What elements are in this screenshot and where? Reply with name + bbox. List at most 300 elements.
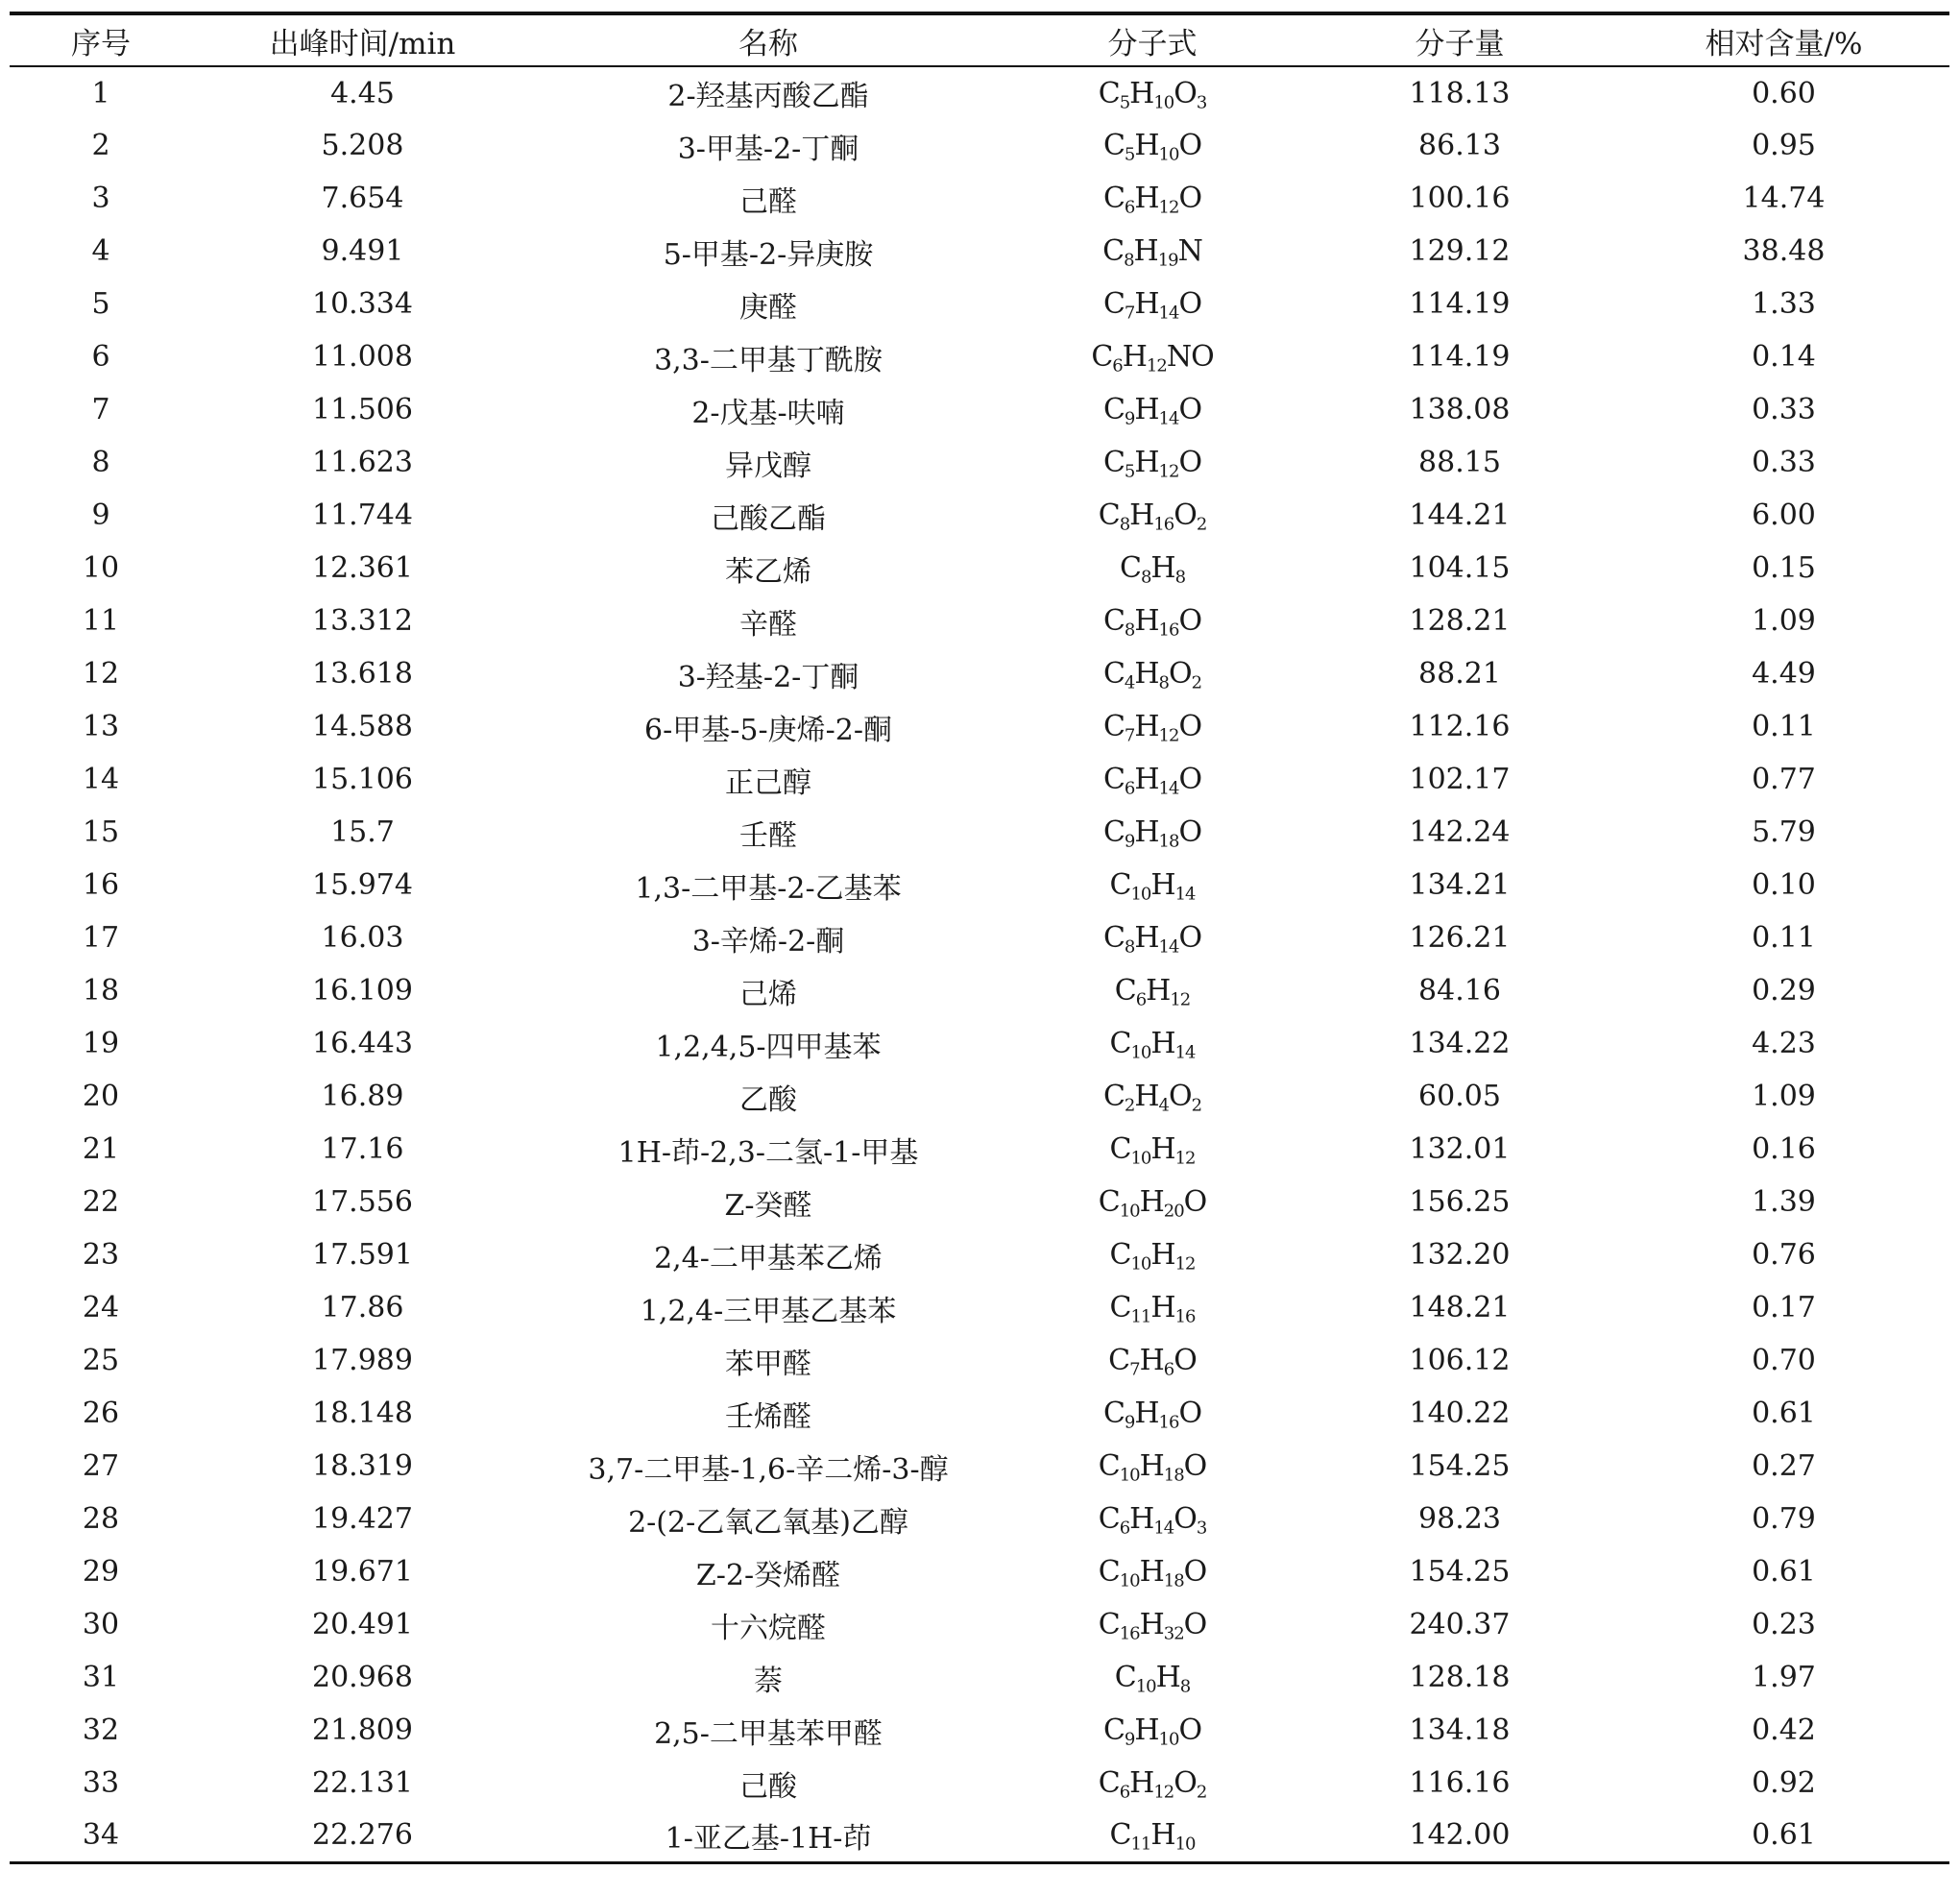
table-row xyxy=(10,1176,1949,1228)
formula-element: O xyxy=(1178,604,1202,638)
cell-relative-content: 0.10 xyxy=(1752,868,1816,902)
formula-element: H xyxy=(1150,868,1175,902)
cell-relative-content: 1.09 xyxy=(1752,1080,1816,1113)
table-row xyxy=(10,119,1949,172)
header-index: 序号 xyxy=(10,13,192,66)
cell-name: 5-甲基-2-异庚胺 xyxy=(663,237,874,272)
formula-element: O xyxy=(1178,182,1202,215)
formula-element: H xyxy=(1134,1080,1159,1113)
formula-element: C xyxy=(1102,763,1125,796)
cell-relative-content: 1.33 xyxy=(1752,287,1816,321)
table-row xyxy=(10,1598,1949,1651)
formula-subscript: 14 xyxy=(1174,884,1196,905)
formula-element: O xyxy=(1183,1449,1207,1483)
table-row xyxy=(10,595,1949,647)
formula-element: C xyxy=(1114,1661,1136,1694)
formula-element: H xyxy=(1134,921,1159,955)
formula-element: H xyxy=(1134,657,1159,691)
cell-relative-content: 0.11 xyxy=(1752,710,1816,743)
formula-subscript: 2 xyxy=(1191,672,1202,693)
cell-retention-time: 15.7 xyxy=(330,815,395,849)
formula-element: H xyxy=(1134,763,1159,796)
header-retention-time: 出峰时间/min xyxy=(192,13,533,66)
formula-element: C xyxy=(1098,498,1120,532)
table-row xyxy=(10,1070,1949,1123)
cell-name: 1,3-二甲基-2-乙基苯 xyxy=(635,871,902,906)
cell-index: 24 xyxy=(82,1291,120,1324)
cell-formula xyxy=(1004,964,1301,1017)
cell-relative-content: 0.23 xyxy=(1752,1608,1816,1641)
formula-subscript: 14 xyxy=(1153,1518,1174,1539)
formula-element: O xyxy=(1178,815,1202,849)
cell-index: 4 xyxy=(91,234,110,268)
table-row xyxy=(10,1493,1949,1545)
cell-relative-content: 0.17 xyxy=(1752,1291,1816,1324)
formula-element: C xyxy=(1109,1027,1131,1060)
cell-index: 9 xyxy=(91,498,110,532)
cell-relative-content: 0.95 xyxy=(1752,129,1816,162)
formula-element: C xyxy=(1119,551,1141,585)
cell-molecular-weight: 112.16 xyxy=(1409,710,1511,743)
cell-retention-time: 10.334 xyxy=(312,287,413,321)
cell-molecular-weight: 106.12 xyxy=(1409,1344,1511,1377)
formula-element: O xyxy=(1178,287,1202,321)
formula-element: NO xyxy=(1166,340,1214,374)
formula-subscript: 18 xyxy=(1163,1465,1184,1486)
cell-formula xyxy=(1004,330,1301,383)
cell-relative-content: 0.15 xyxy=(1752,551,1816,585)
cell-formula xyxy=(1004,1810,1301,1862)
cell-molecular-weight: 102.17 xyxy=(1409,763,1511,796)
cell-name: 壬烯醛 xyxy=(725,1399,811,1434)
cell-index: 20 xyxy=(82,1080,120,1113)
formula-element: C xyxy=(1102,393,1125,426)
formula-subscript: 10 xyxy=(1174,1834,1196,1855)
cell-index: 7 xyxy=(91,393,110,426)
cell-index: 12 xyxy=(82,657,120,691)
cell-index: 18 xyxy=(82,974,120,1008)
formula-element: C xyxy=(1098,1608,1120,1641)
formula-element: C xyxy=(1102,234,1125,268)
cell-retention-time: 5.208 xyxy=(321,129,404,162)
cell-index: 16 xyxy=(82,868,120,902)
cell-name: 苯乙烯 xyxy=(725,554,811,589)
header-relative-content: 相对含量/% xyxy=(1618,13,1949,66)
cell-index: 34 xyxy=(10,1810,192,1862)
formula-subscript: 10 xyxy=(1158,144,1179,165)
formula-subscript: 6 xyxy=(1135,989,1147,1010)
formula-subscript: 2 xyxy=(1196,1782,1207,1803)
formula-element: H xyxy=(1150,1818,1175,1853)
formula-subscript: 12 xyxy=(1174,1253,1196,1275)
formula-subscript: 9 xyxy=(1124,1729,1135,1750)
cell-retention-time: 19.427 xyxy=(312,1502,413,1536)
table-row xyxy=(10,172,1949,225)
formula-element: H xyxy=(1134,446,1159,479)
formula-subscript: 10 xyxy=(1130,1253,1151,1275)
cell-name: 己醛 xyxy=(739,184,797,219)
cell-index: 22 xyxy=(82,1185,120,1219)
formula-element: C xyxy=(1108,1344,1130,1377)
table-row xyxy=(10,964,1949,1017)
cell-index: 26 xyxy=(82,1397,120,1430)
cell-formula xyxy=(1004,1757,1301,1810)
cell-formula xyxy=(1004,1334,1301,1387)
formula-element: H xyxy=(1134,393,1159,426)
cell-name: 6-甲基-5-庚烯-2-酮 xyxy=(644,713,892,747)
cell-index: 14 xyxy=(82,763,120,796)
cell-formula xyxy=(1004,1228,1301,1281)
cell-molecular-weight: 128.21 xyxy=(1409,604,1511,638)
cell-formula xyxy=(1004,806,1301,859)
cell-molecular-weight: 114.19 xyxy=(1409,287,1511,321)
formula-subscript: 12 xyxy=(1174,1148,1196,1169)
formula-subscript: 4 xyxy=(1124,672,1135,693)
formula-element: O xyxy=(1168,1080,1192,1113)
cell-retention-time: 22.276 xyxy=(192,1810,533,1862)
cell-index: 21 xyxy=(82,1132,120,1166)
cell-retention-time: 4.45 xyxy=(330,76,395,110)
table-row xyxy=(10,753,1949,806)
cell-name: 己酸乙酯 xyxy=(711,501,826,536)
cell-retention-time: 7.654 xyxy=(321,182,404,215)
cell-index: 19 xyxy=(82,1027,120,1060)
table-row xyxy=(10,1281,1949,1334)
formula-subscript: 2 xyxy=(1124,1095,1135,1116)
formula-element: O xyxy=(1178,1713,1202,1747)
formula-element: C xyxy=(1109,868,1131,902)
cell-formula xyxy=(1004,1070,1301,1123)
formula-subscript: 8 xyxy=(1124,250,1134,271)
formula-subscript: 16 xyxy=(1158,620,1179,641)
cell-name: 3-辛烯-2-酮 xyxy=(691,924,845,959)
cell-relative-content: 0.11 xyxy=(1752,921,1816,955)
cell-formula xyxy=(1004,1493,1301,1545)
formula-element: C xyxy=(1109,1818,1131,1853)
cell-molecular-weight: 84.16 xyxy=(1418,974,1501,1008)
cell-molecular-weight: 98.23 xyxy=(1418,1502,1501,1536)
cell-retention-time: 11.008 xyxy=(312,340,413,374)
formula-element: O xyxy=(1178,129,1202,162)
cell-molecular-weight: 134.22 xyxy=(1409,1027,1511,1060)
cell-index: 23 xyxy=(82,1238,120,1272)
cell-formula xyxy=(1004,1598,1301,1651)
cell-formula xyxy=(1004,1651,1301,1704)
formula-subscript: 11 xyxy=(1130,1834,1151,1855)
cell-retention-time: 15.974 xyxy=(312,868,413,902)
formula-subscript: 16 xyxy=(1158,1412,1179,1433)
formula-element: O xyxy=(1178,1397,1202,1430)
cell-retention-time: 9.491 xyxy=(321,234,404,268)
cell-index: 15 xyxy=(82,815,120,849)
formula-subscript: 10 xyxy=(1130,1148,1151,1169)
formula-subscript: 10 xyxy=(1119,1465,1140,1486)
table-row xyxy=(10,647,1949,700)
formula-subscript: 14 xyxy=(1158,408,1179,429)
table-row xyxy=(10,1017,1949,1070)
cell-name: 2,4-二甲基苯乙烯 xyxy=(654,1241,883,1275)
cell-molecular-weight: 134.21 xyxy=(1409,868,1511,902)
cell-name: Z-癸醛 xyxy=(724,1188,812,1223)
cell-molecular-weight: 240.37 xyxy=(1409,1608,1511,1641)
formula-element: C xyxy=(1098,1449,1120,1483)
cell-formula xyxy=(1004,595,1301,647)
formula-element: O xyxy=(1183,1608,1207,1641)
formula-subscript: 6 xyxy=(1112,355,1123,377)
cell-retention-time: 13.312 xyxy=(312,604,413,638)
formula-element: H xyxy=(1129,76,1154,110)
cell-relative-content: 0.33 xyxy=(1752,393,1816,426)
cell-retention-time: 16.03 xyxy=(321,921,404,955)
cell-index: 17 xyxy=(82,921,120,955)
cell-retention-time: 16.443 xyxy=(312,1027,413,1060)
cell-formula xyxy=(1004,1176,1301,1228)
table-row xyxy=(10,489,1949,542)
cell-relative-content: 0.42 xyxy=(1752,1713,1816,1747)
formula-subscript: 9 xyxy=(1124,1412,1135,1433)
formula-element: H xyxy=(1134,182,1159,215)
table-row xyxy=(10,383,1949,436)
formula-element: O xyxy=(1174,1344,1197,1377)
formula-subscript: 2 xyxy=(1196,514,1207,535)
formula-element: H xyxy=(1155,1661,1180,1694)
cell-formula xyxy=(1004,436,1301,489)
formula-element: C xyxy=(1102,1713,1125,1747)
cell-relative-content: 0.61 xyxy=(1618,1810,1949,1862)
cell-name: Z-2-癸烯醛 xyxy=(695,1558,841,1592)
formula-element: H xyxy=(1150,1238,1175,1272)
cell-retention-time: 17.86 xyxy=(321,1291,404,1324)
cell-retention-time: 18.148 xyxy=(312,1397,413,1430)
formula-element: C xyxy=(1098,1185,1120,1219)
cell-retention-time: 17.591 xyxy=(312,1238,413,1272)
cell-index: 30 xyxy=(82,1608,120,1641)
cell-name: 异戊醇 xyxy=(725,449,811,483)
cell-relative-content: 0.79 xyxy=(1752,1502,1816,1536)
table-row xyxy=(10,1334,1949,1387)
cell-formula xyxy=(1004,1545,1301,1598)
cell-name: 辛醛 xyxy=(739,607,797,642)
formula-subscript: 14 xyxy=(1158,936,1179,958)
table-row xyxy=(10,1545,1949,1598)
formula-element: O xyxy=(1168,657,1192,691)
cell-molecular-weight: 100.16 xyxy=(1409,182,1511,215)
cell-index: 32 xyxy=(82,1713,120,1747)
formula-element: C xyxy=(1109,1238,1131,1272)
formula-element: H xyxy=(1139,1608,1164,1641)
formula-element: C xyxy=(1102,1080,1125,1113)
cell-retention-time: 17.989 xyxy=(312,1344,413,1377)
header-row xyxy=(10,13,1949,66)
compound-table-container xyxy=(10,12,1949,1864)
cell-molecular-weight: 142.00 xyxy=(1301,1810,1618,1862)
table-row xyxy=(10,436,1949,489)
cell-name: 1,2,4-三甲基乙基苯 xyxy=(640,1294,897,1328)
cell-molecular-weight: 60.05 xyxy=(1418,1080,1501,1113)
formula-element: C xyxy=(1102,604,1125,638)
cell-formula xyxy=(1004,1440,1301,1493)
cell-name: 庚醛 xyxy=(739,290,797,325)
formula-subscript: 10 xyxy=(1135,1676,1156,1697)
formula-element: O xyxy=(1178,446,1202,479)
cell-relative-content: 0.29 xyxy=(1752,974,1816,1008)
cell-molecular-weight: 134.18 xyxy=(1409,1713,1511,1747)
cell-index: 5 xyxy=(91,287,110,321)
formula-subscript: 10 xyxy=(1130,1042,1151,1063)
cell-name: 1-亚乙基-1H-茚 xyxy=(533,1810,1004,1862)
cell-molecular-weight: 118.13 xyxy=(1409,76,1511,110)
table-row xyxy=(10,806,1949,859)
formula-subscript: 10 xyxy=(1119,1201,1140,1222)
formula-subscript: 10 xyxy=(1153,91,1174,112)
cell-formula xyxy=(1004,542,1301,595)
cell-index: 25 xyxy=(82,1344,120,1377)
cell-molecular-weight: 88.15 xyxy=(1418,446,1501,479)
formula-subscript: 12 xyxy=(1158,725,1179,746)
cell-index: 29 xyxy=(82,1555,120,1589)
formula-subscript: 10 xyxy=(1119,1570,1140,1591)
formula-subscript: 16 xyxy=(1119,1623,1140,1644)
formula-element: H xyxy=(1150,1027,1175,1060)
cell-retention-time: 16.109 xyxy=(312,974,413,1008)
cell-molecular-weight: 132.01 xyxy=(1409,1132,1511,1166)
cell-index: 3 xyxy=(91,182,110,215)
formula-element: H xyxy=(1134,815,1159,849)
formula-subscript: 9 xyxy=(1124,831,1135,852)
table-row xyxy=(10,1123,1949,1176)
cell-formula xyxy=(1004,700,1301,753)
cell-index: 31 xyxy=(82,1661,120,1694)
cell-retention-time: 22.131 xyxy=(312,1766,413,1800)
formula-element: H xyxy=(1133,234,1158,268)
cell-relative-content: 0.60 xyxy=(1752,76,1816,110)
cell-molecular-weight: 88.21 xyxy=(1418,657,1501,691)
header-name: 名称 xyxy=(533,13,1004,66)
formula-element: H xyxy=(1129,1502,1154,1536)
formula-element: O xyxy=(1174,498,1197,532)
cell-name: 1,2,4,5-四甲基苯 xyxy=(655,1030,882,1064)
formula-element: H xyxy=(1122,340,1147,374)
cell-index: 11 xyxy=(82,604,120,638)
table-row xyxy=(10,1387,1949,1440)
table-row xyxy=(10,1704,1949,1757)
compound-table xyxy=(10,12,1949,1864)
formula-element: C xyxy=(1109,1291,1131,1324)
cell-formula xyxy=(1004,1704,1301,1757)
cell-formula xyxy=(1004,859,1301,911)
formula-element: H xyxy=(1139,1185,1164,1219)
formula-element: O xyxy=(1183,1185,1207,1219)
cell-retention-time: 18.319 xyxy=(312,1449,413,1483)
cell-molecular-weight: 138.08 xyxy=(1409,393,1511,426)
cell-molecular-weight: 129.12 xyxy=(1409,234,1511,268)
formula-subscript: 14 xyxy=(1158,778,1179,799)
cell-index: 27 xyxy=(82,1449,120,1483)
cell-name: 苯甲醛 xyxy=(725,1347,811,1381)
cell-index: 6 xyxy=(91,340,110,374)
cell-retention-time: 16.89 xyxy=(321,1080,404,1113)
cell-retention-time: 15.106 xyxy=(312,763,413,796)
table-row xyxy=(10,1810,1949,1862)
cell-formula xyxy=(1004,225,1301,278)
cell-name: 壬醛 xyxy=(739,818,797,853)
formula-element: C xyxy=(1102,710,1125,743)
cell-relative-content: 0.61 xyxy=(1752,1397,1816,1430)
formula-element: H xyxy=(1139,1449,1164,1483)
formula-element: H xyxy=(1134,129,1159,162)
cell-name: 2-(2-乙氧乙氧基)乙醇 xyxy=(628,1505,908,1540)
table-row xyxy=(10,1651,1949,1704)
cell-formula xyxy=(1004,647,1301,700)
cell-molecular-weight: 142.24 xyxy=(1409,815,1511,849)
cell-name: 3,7-二甲基-1,6-辛二烯-3-醇 xyxy=(588,1452,949,1487)
formula-subscript: 14 xyxy=(1174,1042,1196,1063)
cell-retention-time: 11.623 xyxy=(312,446,413,479)
cell-retention-time: 12.361 xyxy=(312,551,413,585)
cell-relative-content: 0.27 xyxy=(1752,1449,1816,1483)
cell-name: 己烯 xyxy=(739,977,797,1011)
cell-molecular-weight: 140.22 xyxy=(1409,1397,1511,1430)
formula-element: O xyxy=(1178,710,1202,743)
table-body xyxy=(10,66,1949,1862)
cell-molecular-weight: 144.21 xyxy=(1409,498,1511,532)
table-row xyxy=(10,330,1949,383)
formula-element: H xyxy=(1129,1766,1154,1800)
cell-name: 1H-茚-2,3-二氢-1-甲基 xyxy=(617,1135,919,1170)
table-row xyxy=(10,1757,1949,1810)
formula-element: O xyxy=(1178,921,1202,955)
table-row xyxy=(10,542,1949,595)
formula-element: C xyxy=(1102,1397,1125,1430)
table-row xyxy=(10,700,1949,753)
formula-subscript: 8 xyxy=(1158,672,1169,693)
formula-subscript: 16 xyxy=(1174,1306,1196,1327)
header-molecular-weight: 分子量 xyxy=(1301,13,1618,66)
cell-relative-content: 0.16 xyxy=(1752,1132,1816,1166)
formula-subscript: 5 xyxy=(1124,461,1135,482)
formula-subscript: 16 xyxy=(1153,514,1174,535)
formula-element: H xyxy=(1134,604,1159,638)
cell-formula xyxy=(1004,753,1301,806)
cell-relative-content: 6.00 xyxy=(1752,498,1816,532)
cell-retention-time: 19.671 xyxy=(312,1555,413,1589)
cell-relative-content: 5.79 xyxy=(1752,815,1816,849)
cell-relative-content: 0.14 xyxy=(1752,340,1816,374)
formula-subscript: 12 xyxy=(1153,1782,1174,1803)
table-header xyxy=(10,13,1949,66)
cell-molecular-weight: 126.21 xyxy=(1409,921,1511,955)
cell-molecular-weight: 132.20 xyxy=(1409,1238,1511,1272)
cell-relative-content: 0.61 xyxy=(1752,1555,1816,1589)
cell-molecular-weight: 154.25 xyxy=(1409,1555,1511,1589)
formula-subscript: 5 xyxy=(1124,144,1135,165)
formula-element: O xyxy=(1174,1502,1197,1536)
formula-element: H xyxy=(1146,974,1171,1008)
formula-subscript: 2 xyxy=(1191,1095,1202,1116)
formula-element: C xyxy=(1102,815,1125,849)
formula-subscript: 6 xyxy=(1124,778,1135,799)
formula-element: H xyxy=(1134,1397,1159,1430)
formula-subscript: 6 xyxy=(1163,1359,1174,1380)
cell-formula xyxy=(1004,1017,1301,1070)
cell-relative-content: 1.97 xyxy=(1752,1661,1816,1694)
formula-element: H xyxy=(1129,498,1154,532)
cell-molecular-weight: 148.21 xyxy=(1409,1291,1511,1324)
cell-index: 13 xyxy=(82,710,120,743)
formula-subscript: 18 xyxy=(1163,1570,1184,1591)
table-row xyxy=(10,1228,1949,1281)
cell-formula xyxy=(1004,911,1301,964)
